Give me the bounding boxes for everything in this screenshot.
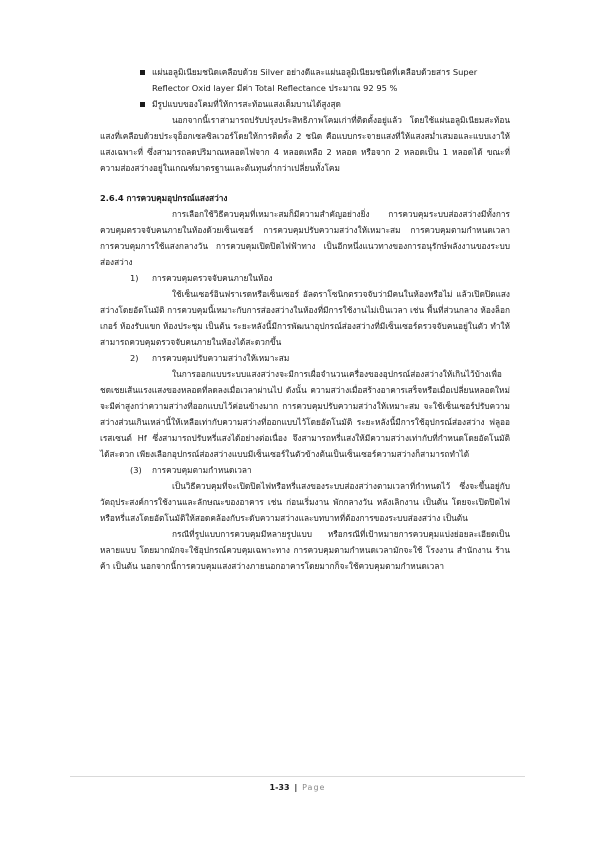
bullet-text: แผ่นอลูมิเนียมชนิดเคลือบด้วย Silver อย่างดีและแผ่นอลูมิเนียมชนิดที่เคลือบด้วยสาร Super Reflector Oxid layer มีค่า Total Reflectance ประมาณ 92 95 % bbox=[152, 67, 478, 93]
page-footer bbox=[0, 783, 595, 792]
item-number: (3) bbox=[130, 465, 142, 475]
item-title: การควบคุมตรวจจับคนภายในห้อง bbox=[152, 273, 273, 283]
page-label: Page bbox=[302, 783, 326, 792]
document-body bbox=[100, 64, 510, 574]
page-number: 1-33 bbox=[269, 783, 290, 792]
list-item bbox=[100, 270, 510, 286]
intro-paragraph: นอกจากนี้เราสามารถปรับปรุงประสิทธิภาพโคมเก่าที่ติดตั้งอยู่แล้ว โดยใช้แผ่นอลูมิเนียมสะท้อนแสงที่เคลือบด้วยประจุอ็อกเซลซิลเวอร์โดยให้การติดตั้ง 2 ชนิด คือแบบกระจายแสงที่ให้แสงสม่ำเสมอและแบบเงาให้แสงเฉพาะที่ ซึ่งสามารถลดปริมาณหลอดไฟจาก 4 หลอดเหลือ 2 หลอด หรือจาก 2 หลอดเป็น 1 หลอดได้ ขณะที่ความส่องสว่างอยู่ในเกณฑ์มาตรฐานและต้นทุนต่ำกว่าเปลี่ยนทั้งโคม bbox=[100, 115, 510, 173]
list-item bbox=[100, 462, 510, 478]
section-heading: 2.6.4 การควบคุมอุปกรณ์แสงสว่าง bbox=[100, 193, 228, 203]
footer-divider bbox=[70, 776, 525, 777]
item-paragraph: ในการออกแบบระบบแสงสว่างจะมีการเผื่อจำนวนเครื่องของอุปกรณ์ส่องสว่างให้เกินไว้บ้างเพื่อ ชดเชยเส้นแรงแสงของหลอดที่ลดลงเมื่อเวลาผ่านไป ดังนั้น ความสว่างเมื่อสร้างอาคารเสร็จหรือเมื่อเปลี่ยนหลอดใหม่ จะมีค่าสูงกว่าความสว่างที่ออกแบบไว้ค่อนข้างมาก การควบคุมปรับความสว่างให้เหมาะสม จะใช้เซ็นเซอร์ปรับความสว่างส่วนเกินเหล่านี้ให้เหลือเท่ากับความสว่างที่ออกแบบไว้โดยอัตโนมัติ ระยะหลังนี้มีการใช้อุปกรณ์ส่องสว่าง ฟลูออเรสเซนต์ Hf ซึ่งสามารถปรับหรี่แสงได้อย่างต่อเนื่อง จึงสามารถหรี่แสงให้มีความสว่างเท่ากับที่กำหนดโดยอัตโนมัติได้สะดวก เพียงเลือกอุปกรณ์ส่องสว่างแบบมีเซ็นเซอร์ในตัวข้างต้นเป็นเซ็นเซอร์ความสว่างก็สามารถทำได้ bbox=[100, 369, 510, 459]
list-item bbox=[100, 350, 510, 366]
square-bullet-icon bbox=[140, 102, 145, 107]
item-paragraph: เป็นวิธีควบคุมที่จะเปิดปิดไฟหรือหรี่แสงของระบบส่องสว่างตามเวลาที่กำหนดไว้ ซึ่งจะขึ้นอยู่กับวัตถุประสงค์การใช้งานและลักษณะของอาคาร เช่น ก่อนเริ่มงาน พักกลางวัน หลังเลิกงาน เป็นต้น โดยจะเปิดปิดไฟหรือหรี่แสงโดยอัตโนมัติให้สอดคล้องกับระดับความสว่างและบทบาทที่ต้องการของระบบส่องสว่าง เป็นต้น bbox=[100, 481, 510, 523]
item-number: 2) bbox=[130, 353, 139, 363]
bullet-item bbox=[100, 64, 510, 96]
item-title: การควบคุมตามกำหนดเวลา bbox=[152, 465, 252, 475]
item-title: การควบคุมปรับความสว่างให้เหมาะสม bbox=[152, 353, 290, 363]
section-paragraph: การเลือกใช้วิธีควบคุมที่เหมาะสมก็มีความสำคัญอย่างยิ่ง การควบคุมระบบส่องสว่างมีทั้งการควบคุมตรวจจับคนภายในห้องด้วยเซ็นเซอร์ การควบคุมปรับความสว่างให้เหมาะสม การควบคุมตามกำหนดเวลา การควบคุมการใช้แสงกลางวัน การควบคุมเปิดปิดไฟฟ้าทาง เป็นอีกหนึ่งแนวทางของการอนุรักษ์พลังงานของระบบส่องสว่าง bbox=[100, 209, 510, 267]
bullet-text: มีรูปแบบของโคมที่ให้การสะท้อนแสงเต็มบานได้สูงสุด bbox=[152, 99, 341, 109]
item-paragraph: ใช้เซ็นเซอร์อินฟราเรดหรือเซ็นเซอร์ อัลตราโซนิกตรวจจับว่ามีคนในห้องหรือไม่ แล้วเปิดปิดแสงสว่างโดยอัตโนมัติ การควบคุมนี้เหมาะกับการส่องสว่างในห้องที่มีการใช้งานไม่เป็นเวลา เช่น พื้นที่ส่วนกลาง ห้องล็อกเกอร์ ห้องรับแขก ห้องประชุม เป็นต้น ระยะหลังนี้มีการพัฒนาอุปกรณ์ส่องสว่างที่มีเซ็นเซอร์ตรวจจับคนอยู่ในตัว ทำให้สามารถควบคุมตรวจจับคนภายในห้องได้สะดวกขึ้น bbox=[100, 289, 510, 347]
item-paragraph: กรณีที่รูปแบบการควบคุมมีหลายรูปแบบ หรือกรณีที่เป้าหมายการควบคุมแบ่งย่อยละเอียดเป็นหลายแบบ โดยมากมักจะใช้อุปกรณ์ควบคุมเฉพาะทาง การควบคุมตามกำหนดเวลามักจะใช้ โรงงาน สำนักงาน ร้านค้า เป็นต้น นอกจากนี้การควบคุมแสงสว่างภายนอกอาคารโดยมากก็จะใช้ควบคุมตามกำหนดเวลา bbox=[100, 529, 510, 571]
bullet-item bbox=[100, 96, 510, 112]
square-bullet-icon bbox=[140, 70, 145, 75]
footer-separator: | bbox=[294, 783, 298, 792]
item-number: 1) bbox=[130, 273, 139, 283]
